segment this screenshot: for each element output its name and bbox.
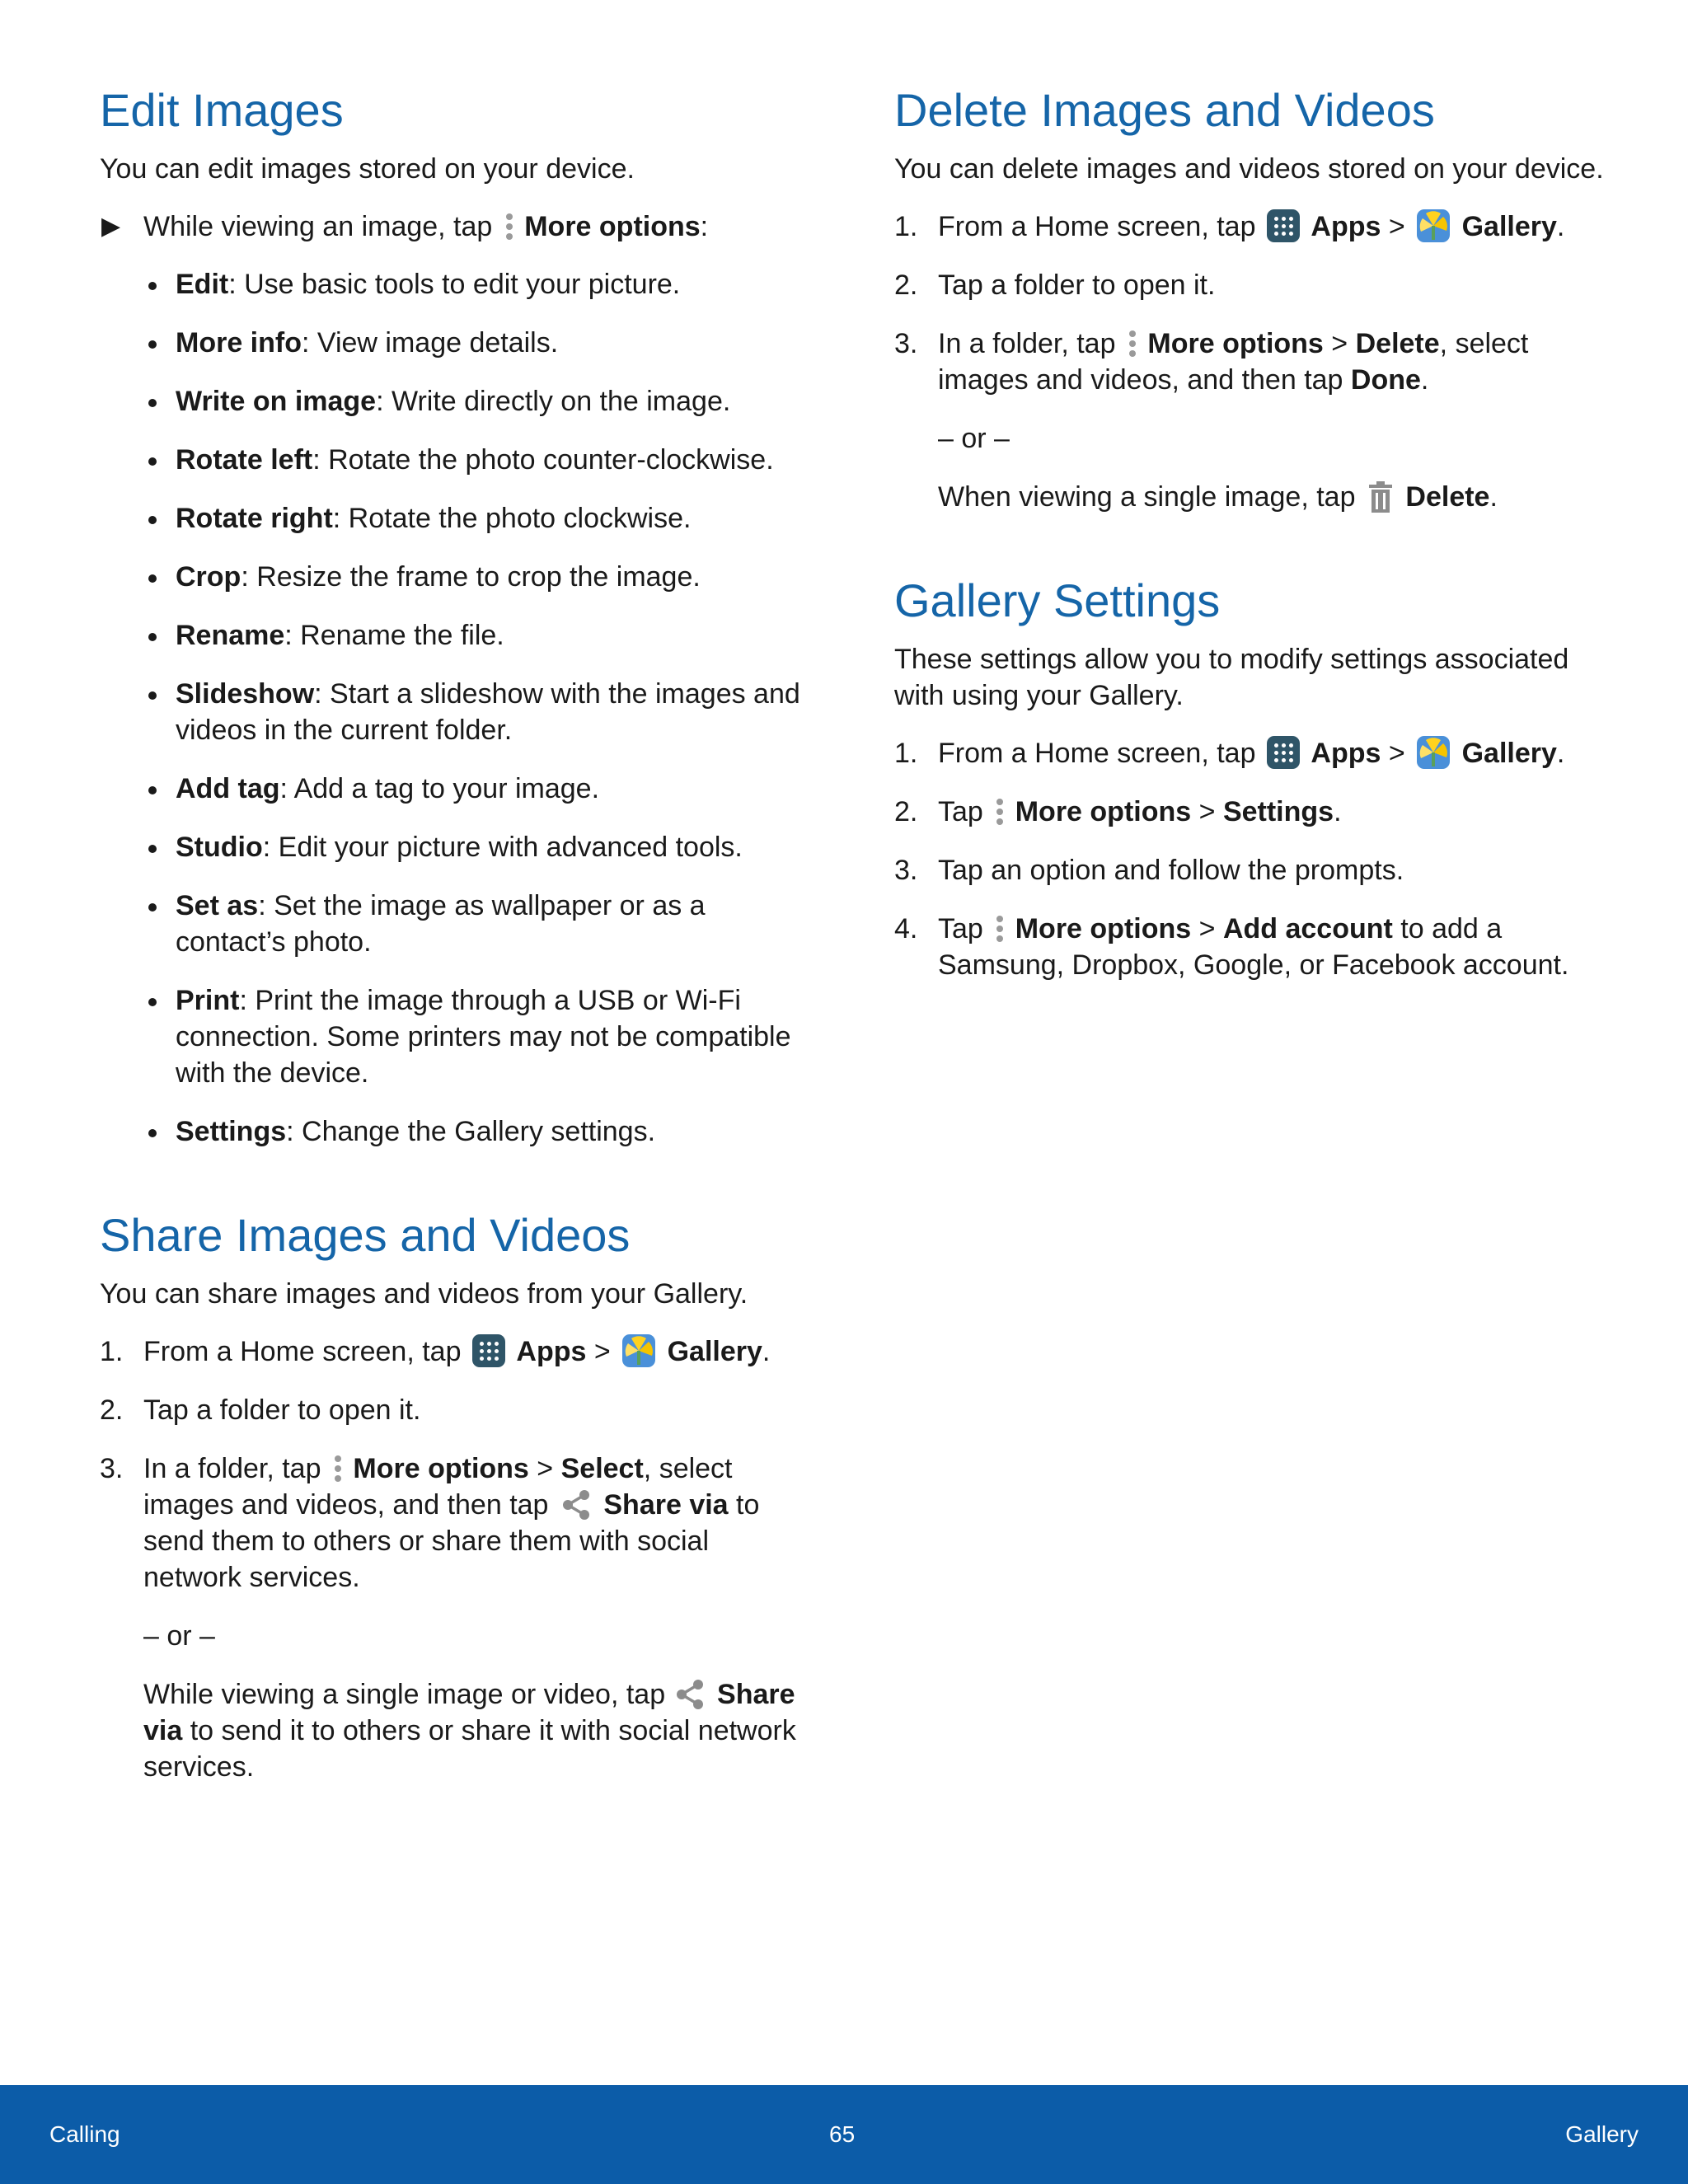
- settings-intro: These settings allow you to modify settings associated with using your Gallery.: [894, 644, 1569, 712]
- delete-step-2: 2. Tap a folder to open it.: [894, 269, 1216, 302]
- delete-alternative: When viewing a single image, tap Delete.: [938, 481, 1498, 513]
- or-separator: – or –: [143, 1620, 215, 1652]
- settings-step-3: 3. Tap an option and follow the prompts.: [894, 855, 1404, 887]
- left-column: [100, 82, 800, 1807]
- share-alternative: While viewing a single image or video, tap Share via to send it to others or share it with social network services.: [143, 1679, 796, 1783]
- arrow-right-icon: ▶: [101, 213, 121, 241]
- share-intro: You can share images and videos from your Gallery.: [100, 1278, 748, 1310]
- gallery-icon: [1416, 735, 1451, 770]
- apps-icon: [1267, 209, 1300, 242]
- list-item: Rename: Rename the file.: [176, 617, 800, 654]
- gallery-icon: [1416, 209, 1451, 243]
- share-icon: [560, 1488, 593, 1521]
- settings-step-4: 4. Tap More options > Add account to add a Samsung, Dropbox, Google, or Facebook account.: [894, 913, 1569, 982]
- list-item: Print: Print the image through a USB or Wi-Fi connection. Some printers may not be compatible with the device.: [176, 982, 800, 1091]
- footer-section-link[interactable]: Calling: [49, 2121, 120, 2147]
- more-options-icon: [1127, 327, 1137, 360]
- gallery-settings-heading: Gallery Settings: [894, 574, 1221, 627]
- list-item: Edit: Use basic tools to edit your picture.: [176, 266, 800, 302]
- more-options-icon: [504, 210, 513, 243]
- delete-intro: You can delete images and videos stored on your device.: [894, 153, 1604, 185]
- list-item: Settings: Change the Gallery settings.: [176, 1113, 800, 1150]
- page-number: 65: [829, 2121, 856, 2147]
- apps-icon: [1267, 736, 1300, 769]
- delete-images-heading: Delete Images and Videos: [894, 84, 1435, 136]
- more-options-icon: [332, 1452, 342, 1485]
- right-column: [894, 82, 1611, 1005]
- edit-intro: You can edit images stored on your device.: [100, 153, 635, 185]
- share-icon: [673, 1678, 706, 1711]
- or-separator: – or –: [938, 423, 1010, 455]
- edit-images-heading: Edit Images: [100, 84, 344, 136]
- more-options-icon: [994, 912, 1004, 945]
- footer-chapter-link[interactable]: Gallery: [1565, 2121, 1639, 2147]
- share-images-heading: Share Images and Videos: [100, 1209, 631, 1262]
- settings-steps: [894, 735, 1611, 983]
- share-step-3: 3. In a folder, tap More options > Select, select images and videos, and then tap Share via to send them to others or share them with social network services. – or – While viewing a single image or video, tap Share via to send it to others or share it with social network services.: [100, 1451, 800, 1785]
- edit-instruction: ▶ While viewing an image, tap More options:: [100, 209, 800, 245]
- list-item: Add tag: Add a tag to your image.: [176, 771, 800, 807]
- list-item: Slideshow: Start a slideshow with the images and videos in the current folder.: [176, 676, 800, 748]
- list-item: Crop: Resize the frame to crop the image.: [176, 559, 800, 595]
- delete-step-1: 1. From a Home screen, tap Apps > Gallery.: [894, 209, 1611, 245]
- page-footer: [0, 2085, 1688, 2184]
- more-options-icon: [994, 795, 1004, 828]
- list-item: Set as: Set the image as wallpaper or as a contact’s photo.: [176, 888, 800, 960]
- gallery-icon: [621, 1333, 656, 1368]
- delete-step-3: 3. In a folder, tap More options > Delete, select images and videos, and then tap Done. – or – When viewing a single image, tap Delete.: [894, 326, 1611, 515]
- share-steps: [100, 1333, 800, 1785]
- edit-options-list: [100, 266, 800, 1150]
- list-item: Studio: Edit your picture with advanced tools.: [176, 829, 800, 865]
- settings-step-1: 1. From a Home screen, tap Apps > Gallery.: [894, 735, 1611, 771]
- list-item: Rotate right: Rotate the photo clockwise.: [176, 500, 800, 537]
- list-item: Write on image: Write directly on the image.: [176, 383, 800, 419]
- settings-step-2: 2. Tap More options > Settings.: [894, 796, 1342, 828]
- trash-icon: [1367, 480, 1395, 514]
- share-step-1: 1. From a Home screen, tap Apps > Gallery.: [100, 1333, 800, 1370]
- list-item: More info: View image details.: [176, 325, 800, 361]
- delete-steps: [894, 209, 1611, 515]
- apps-icon: [472, 1334, 505, 1367]
- list-item: Rotate left: Rotate the photo counter-clockwise.: [176, 442, 800, 478]
- share-step-2: 2. Tap a folder to open it.: [100, 1394, 421, 1427]
